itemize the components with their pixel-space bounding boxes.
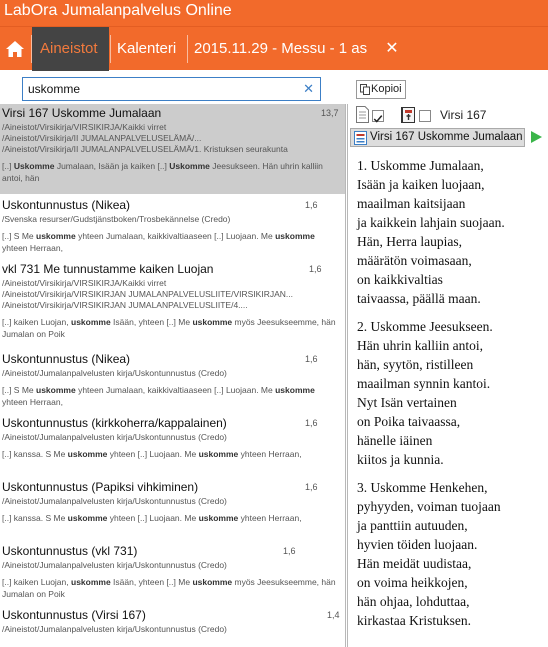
lyrics-line: pyhyyden, voiman tuojaan: [357, 499, 501, 514]
selected-item-label: Virsi 167 Uskomme Jumalaan: [370, 131, 523, 143]
result-path: /Aineistot/Virsikirja/VIRSIKIRJAN JUMALANPALVELUSLIITE/VIRSIKIRJAN...: [2, 289, 293, 299]
play-icon[interactable]: [531, 131, 542, 143]
lyrics-line: kirkastaa Kristuksen.: [357, 613, 471, 628]
result-title: vkl 731 Me tunnustamme kaiken Luojan: [2, 262, 214, 276]
result-row[interactable]: [0, 350, 346, 412]
lyrics-line: maailman synnin kantoi.: [357, 376, 491, 391]
clear-search-icon[interactable]: ✕: [303, 81, 314, 96]
nav-bar: [0, 26, 548, 70]
result-path: /Aineistot/Virsikirja/VIRSIKIRJAN JUMALANPALVELUSLIITE/4....: [2, 300, 248, 310]
result-score: 1,6: [305, 482, 318, 492]
lyrics-line: maailman kaitsijaan: [357, 196, 466, 211]
tab-aineistot[interactable]: Aineistot: [32, 27, 109, 71]
result-snippet: [..] kaiken Luojan, uskomme Isään, yhteen [..] Me uskomme myös Jeesukseemme, hän Jumalan on Poik: [2, 577, 336, 599]
result-path: /Aineistot/Jumalanpalvelusten kirja/Uskontunnustus (Credo): [2, 496, 227, 506]
lyrics-line: on kaikkivaltias: [357, 272, 443, 287]
result-path: /Aineistot/Jumalanpalvelusten kirja/Uskontunnustus (Credo): [2, 432, 227, 442]
copy-button-label: Kopioi: [371, 83, 402, 95]
result-path: /Aineistot/Virsikirja/II JUMALANPALVELUSELÄMÄ/...: [2, 133, 202, 143]
lyrics-line: määrätön voimasaan,: [357, 253, 472, 268]
result-score: 1,6: [305, 200, 318, 210]
result-row[interactable]: [0, 606, 346, 647]
lyrics-line: hänelle iäinen: [357, 433, 433, 448]
result-snippet: [..] S Me uskomme yhteen Jumalaan, kaikkivaltiaaseen [..] Luojaan. Me uskomme yhteen Herraan,: [2, 385, 315, 407]
lyrics-line: hyvien töiden luojaan.: [357, 537, 478, 552]
lyrics-line: hän ohjaa, lohduttaa,: [357, 594, 470, 609]
lyrics-line: on voima heikkojen,: [357, 575, 468, 590]
lyrics-line: hän, syytön, ristilleen: [357, 357, 474, 372]
lyrics-text: [357, 156, 547, 639]
document-icon[interactable]: [356, 106, 369, 123]
lyrics-line: Hän uhrin kalliin antoi,: [357, 338, 483, 353]
tab-kalenteri[interactable]: Kalenteri: [117, 40, 177, 57]
selected-item-bar[interactable]: [350, 128, 525, 147]
result-snippet: [..] Uskomme Jumalaan, Isään ja kaiken [..] Uskomme Jeesukseen. Hän uhrin kalliin antoi, hän: [2, 161, 323, 183]
result-title: Uskontunnustus (kirkkoherra/kappalainen): [2, 416, 227, 430]
result-title: Virsi 167 Uskomme Jumalaan: [2, 106, 162, 120]
search-input[interactable]: [23, 78, 293, 100]
lyrics-line: ja kaikkein lahjain suojaan.: [357, 215, 505, 230]
lyrics-verse: [357, 478, 547, 630]
result-row[interactable]: [0, 196, 346, 258]
lyrics-line: taivaassa, päällä maan.: [357, 291, 481, 306]
close-tab-icon[interactable]: ✕: [385, 40, 399, 57]
lyrics-line: on Poika taivaassa,: [357, 414, 461, 429]
result-score: 1,6: [305, 354, 318, 364]
result-path: /Aineistot/Virsikirja/VIRSIKIRJA/Kaikki virret: [2, 278, 167, 288]
lyrics-line: 1. Uskomme Jumalaan,: [357, 158, 484, 173]
lyrics-line: Isään ja kaiken luojaan,: [357, 177, 485, 192]
home-icon: [5, 39, 25, 59]
result-path: /Aineistot/Jumalanpalvelusten kirja/Uskontunnustus (Credo): [2, 624, 227, 634]
result-snippet: [..] kaiken Luojan, uskomme Isään, yhteen [..] Me uskomme myös Jeesukseemme, hän Jumalan on Poik: [2, 317, 336, 339]
result-score: 1,4: [327, 610, 340, 620]
lyrics-line: 3. Uskomme Henkehen,: [357, 480, 488, 495]
hymn-label: Virsi 167: [440, 108, 487, 122]
result-title: Uskontunnustus (Nikea): [2, 352, 131, 366]
result-path: /Svenska resurser/Gudstjänstboken/Trosbekännelse (Credo): [2, 214, 231, 224]
result-path: /Aineistot/Jumalanpalvelusten kirja/Uskontunnustus (Credo): [2, 560, 227, 570]
hymn-checkbox[interactable]: [419, 110, 431, 122]
lyrics-line: Hän, Herra laupias,: [357, 234, 462, 249]
lyrics-line: 2. Uskomme Jeesukseen.: [357, 319, 493, 334]
result-path: /Aineistot/Virsikirja/II JUMALANPALVELUSELÄMÄ/1. Kristuksen seurakunta: [2, 144, 288, 154]
result-row[interactable]: [0, 104, 346, 194]
result-title: Uskontunnustus (Virsi 167): [2, 608, 146, 622]
result-score: 13,7: [321, 108, 339, 118]
result-row[interactable]: [0, 478, 346, 540]
lyrics-line: Hän meidät uudistaa,: [357, 556, 472, 571]
result-path: /Aineistot/Virsikirja/VIRSIKIRJA/Kaikki virret: [2, 122, 167, 132]
hymnbook-icon[interactable]: [400, 105, 418, 124]
result-snippet: [..] kanssa. S Me uskomme yhteen [..] Luojaan. Me uskomme yhteen Herraan,: [2, 449, 302, 459]
tab-service[interactable]: 2015.11.29 - Messu - 1 as: [194, 40, 368, 57]
result-snippet: [..] kanssa. S Me uskomme yhteen [..] Luojaan. Me uskomme yhteen Herraan,: [2, 513, 302, 523]
result-title: Uskontunnustus (Nikea): [2, 198, 131, 212]
home-button[interactable]: [0, 27, 30, 71]
tab-separator: [110, 35, 111, 63]
search-results-list: [0, 104, 346, 647]
result-title: Uskontunnustus (Papiksi vihkiminen): [2, 480, 199, 494]
result-row[interactable]: [0, 414, 346, 476]
hymn-item-icon: [354, 131, 367, 145]
copy-icon: [360, 84, 370, 95]
result-path: /Aineistot/Jumalanpalvelusten kirja/Uskontunnustus (Credo): [2, 368, 227, 378]
lyrics-verse: [357, 317, 547, 469]
lyrics-verse: [357, 156, 547, 308]
result-score: 1,6: [309, 264, 322, 274]
document-checkbox[interactable]: [372, 110, 384, 122]
checkmark-icon: [373, 114, 383, 124]
result-score: 1,6: [283, 546, 296, 556]
result-title: Uskontunnustus (vkl 731): [2, 544, 138, 558]
tab-separator: [187, 35, 188, 63]
result-row[interactable]: [0, 542, 346, 604]
lyrics-line: Nyt Isän vertainen: [357, 395, 457, 410]
result-snippet: [..] S Me uskomme yhteen Jumalaan, kaikkivaltiaaseen [..] Luojaan. Me uskomme yhteen Herraan,: [2, 231, 315, 253]
copy-button[interactable]: [356, 80, 406, 99]
panel-divider[interactable]: [347, 104, 348, 647]
result-row[interactable]: [0, 260, 346, 348]
app-title: LabOra Jumalanpalvelus Online: [0, 0, 548, 26]
lyrics-line: ja panttiin autuuden,: [357, 518, 468, 533]
lyrics-line: kiitos ja kunnia.: [357, 452, 444, 467]
result-score: 1,6: [305, 418, 318, 428]
search-field: [22, 77, 321, 101]
